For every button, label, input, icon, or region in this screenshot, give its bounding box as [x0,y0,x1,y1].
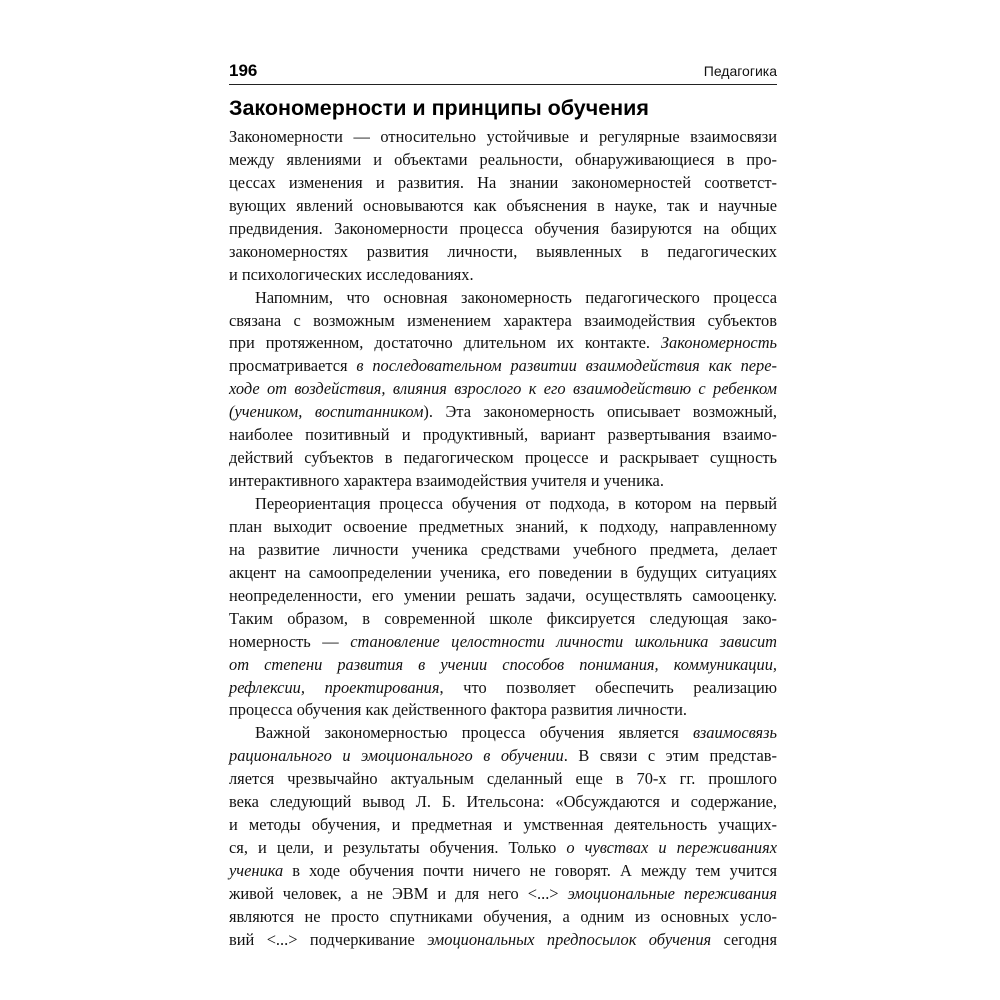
text-segment: Переориентация процесса обучения от подхода, в котором на первый [255,494,777,513]
italic-text: рационального и эмоционального в обучении [229,746,564,766]
italic-text: в последовательном развитии взаимодействия как пере- [356,356,777,376]
text-line [229,745,777,768]
text-line [229,332,777,355]
text-line [229,906,777,929]
text-line [229,172,777,195]
text-line [229,126,777,149]
text-segment: сегодня [711,929,777,949]
text-segment: . В связи с этим представ- [563,746,777,766]
text-line [229,722,777,745]
italic-text: о чувствах и переживаниях [566,838,777,858]
text-segment: связана с возможным изменением характера взаимодействия субъектов [229,310,777,330]
page-header [229,60,777,85]
text-segment: просматривается [229,356,357,376]
text-line [229,677,777,700]
text-line [229,837,777,860]
text-segment: между явлениями и объектами реальности, обнаруживающиеся в про- [229,149,777,169]
italic-text: от степени развития в учении способов понимания, коммуникации, [229,654,777,674]
text-segment: цессах изменения и развития. На знании закономерностей соответст- [229,172,777,192]
text-line [229,195,777,218]
text-line [229,264,777,287]
italic-text: эмоциональных предпосылок обучения [427,929,712,949]
text-segment: , что позволяет обеспечить реализацию [439,677,777,697]
text-segment: века следующий вывод Л. Б. Ительсона: «Обсуждаются и содержание, [229,792,777,812]
text-segment: Напомним, что основная закономерность педагогического процесса [255,287,777,307]
text-segment: вующих явлений основываются как объяснения в науке, так и научные [229,195,777,215]
text-segment: наиболее позитивный и продуктивный, вариант развертывания взаимо- [229,425,777,445]
page-number: 196 [229,61,258,80]
italic-text: Закономерность [660,333,777,353]
text-line [229,814,777,837]
text-line [229,378,777,401]
italic-text: становление целостности личности школьника зависит [350,631,778,651]
text-segment: интерактивного характера взаимодействия учителя и ученика. [229,471,664,491]
italic-text: рефлексии, проектирования [229,677,440,697]
text-line [229,401,777,424]
text-line [229,287,777,310]
text-segment: ). Эта закономерность описывает возможный, [423,402,778,422]
text-line [229,699,777,722]
text-segment: и психологических исследованиях. [229,264,474,284]
italic-text: эмоциональные переживания [567,883,777,903]
italic-text: (учеником, воспитанником [229,402,424,422]
italic-text: ходе от воздействия, влияния взрослого к его взаимодействию с ребенком [229,379,777,399]
text-segment: номерность — [229,631,351,651]
running-head: Педагогика [703,63,777,79]
text-line [229,791,777,814]
text-segment: живой человек, а не ЭВМ и для него <...> [229,883,568,903]
text-segment: ляется чрезвычайно актуальным сделанный еще в 70-х гг. прошлого [229,769,777,789]
text-line [229,447,777,470]
text-segment: и методы обучения, и предметная и умственная деятельность учащих- [229,815,777,835]
text-line [229,355,777,378]
text-segment: в ходе обучения почти ничего не говорят. А между тем учится [283,861,777,880]
text-line [229,218,777,241]
text-segment: при протяженном, достаточно длительном их контакте. [229,333,661,353]
text-line [229,562,777,585]
italic-text: взаимосвязь [693,723,777,743]
text-line [229,768,777,791]
text-segment: на развитие личности ученика средствами учебного предмета, делает [229,539,777,559]
text-segment: Важной закономерностью процесса обучения является [255,723,693,743]
text-segment: предвидения. Закономерности процесса обучения базируются на общих [229,218,777,238]
text-segment: акцент на самоопределении ученика, его поведении в будущих ситуациях [229,562,777,582]
text-line [229,883,777,906]
text-line [229,860,777,883]
text-segment: процесса обучения как действенного фактора развития личности. [229,700,687,720]
text-line [229,424,777,447]
text-line [229,654,777,677]
text-segment: действий субъектов в педагогическом процессе и раскрывает сущность [229,448,777,468]
body-text [229,126,777,952]
section-title: Закономерности и принципы обучения [229,96,649,120]
text-line [229,631,777,654]
text-line [229,585,777,608]
text-line [229,608,777,631]
text-segment: Таким образом, в современной школе фиксируется следующая зако- [229,608,777,628]
text-line [229,929,777,952]
text-segment: неопределенности, его умении решать задачи, осуществлять самооценку. [229,585,777,605]
italic-text: ученика [229,861,284,880]
text-line [229,149,777,172]
text-line [229,310,777,333]
text-segment: ся, и цели, и результаты обучения. Только [229,838,567,858]
text-line [229,493,777,516]
text-segment: Закономерности — относительно устойчивые и регулярные взаимосвязи [229,127,777,146]
text-segment: вий <...> подчеркивание [229,929,428,949]
text-segment: закономерностях развития личности, выявленных в педагогических [229,241,777,261]
text-line [229,516,777,539]
text-segment: план выходит освоение предметных знаний, к подходу, направленному [229,516,777,536]
text-line [229,470,777,493]
text-line [229,539,777,562]
text-segment: являются не просто спутниками обучения, а одним из основных усло- [229,906,777,926]
text-line [229,241,777,264]
